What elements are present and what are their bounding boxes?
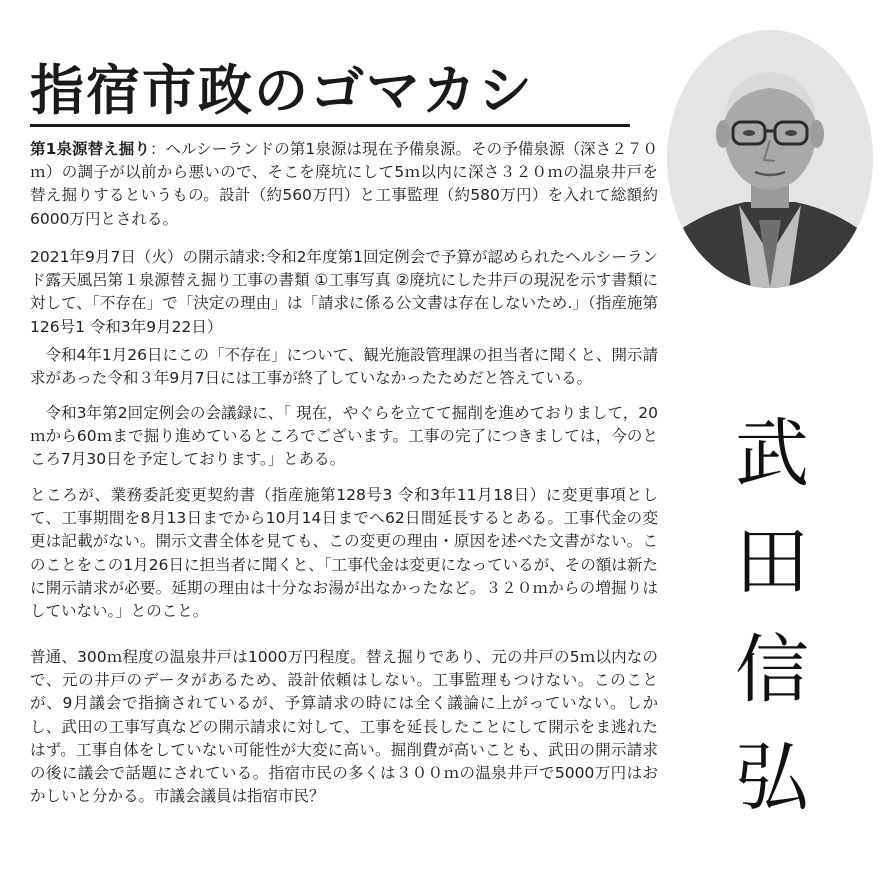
lead-label: 第1泉源替え掘り: [30, 140, 150, 158]
author-portrait: [667, 30, 873, 288]
paragraph-contract: ところが、業務委託変更契約書（指産施第128号3 令和3年11月18日）に変更事項として、工事期間を8月13日までから10月14日までへ62日間延長するとある。工事代金の変更は記載がない。開示文書全体を見ても、この変更の理由・原因を述べた文書がない。このことをこの1月26日に担当者に聞くと、「工事代金は変更になっているが、その額は新たに開示請求が必要。延期の理由は十分なお湯が出なかったなど。３２０ｍからの増掘りはしていない。」とのこと。: [30, 486, 658, 621]
author-name-char: 弘: [735, 735, 809, 821]
author-name-char: 田: [735, 519, 809, 605]
author-name: [722, 400, 822, 832]
paragraph-conclusion: 普通、300ｍ程度の温泉井戸は1000万円程度。替え掘りであり、元の井戸の5ｍ以内なので、元の井戸のデータがあるため、設計依頼はしない。工事監理もつけない。このことが、9月議会で指摘されているが、予算請求の時には全く議論に上がっていない。しかし、武田の工事写真などの開示請求に対して、工事を延長したことにして開示をま逃れたはず。工事自体をしていない可能性が大変に高い。掘削費が高いことも、武田の開示請求の後に議会で話題にされている。指宿市民の多くは３００ｍの温泉井戸で5000万円はおかしいと分かる。市議会議員は指宿市民？: [30, 648, 658, 806]
paragraph-intro: [30, 138, 658, 231]
paragraph-intro-text: ：ヘルシーランドの第1泉源は現在予備泉源。その予備泉源（深さ２７０ｍ）の調子が以前から悪いので、そこを廃坑にして5ｍ以内に深さ３２０ｍの温泉井戸を替え掘りするというもの。設計（約560万円）と工事監理（約580万円）を入れて総額約6000万円とされる。: [30, 140, 658, 228]
paragraph-inquiry: 令和4年1月26日にこの「不存在」について、観光施設管理課の担当者に聞くと、開示請求があった令和３年9月7日には工事が終了していなかったためだと答えている。: [30, 346, 658, 388]
paragraph-request: 2021年9月7日（火）の開示請求:令和2年度第1回定例会で予算が認められたヘルシーランド露天風呂第１泉源替え掘り工事の書類 ①工事写真 ②廃坑にした井戸の現況を示す書類に対して、「不存在」で「決定の理由」は「請求に係る公文書は存在しないため.」（指産施第126号1 令和3年9月22日）: [30, 248, 658, 336]
paragraph-minutes: 令和3年第2回定例会の会議録に、「 現在，やぐらを立てて掘削を進めておりまして，20ｍから60ｍまで掘り進めているところでございます。工事の完了につきましては，今のところ7月30日を予定しております。」とある。: [30, 404, 658, 469]
author-name-char: 信: [735, 627, 809, 713]
title-underline: [30, 124, 630, 127]
article-title: 指宿市政のゴマカシ: [30, 59, 534, 122]
author-name-char: 武: [735, 411, 809, 497]
